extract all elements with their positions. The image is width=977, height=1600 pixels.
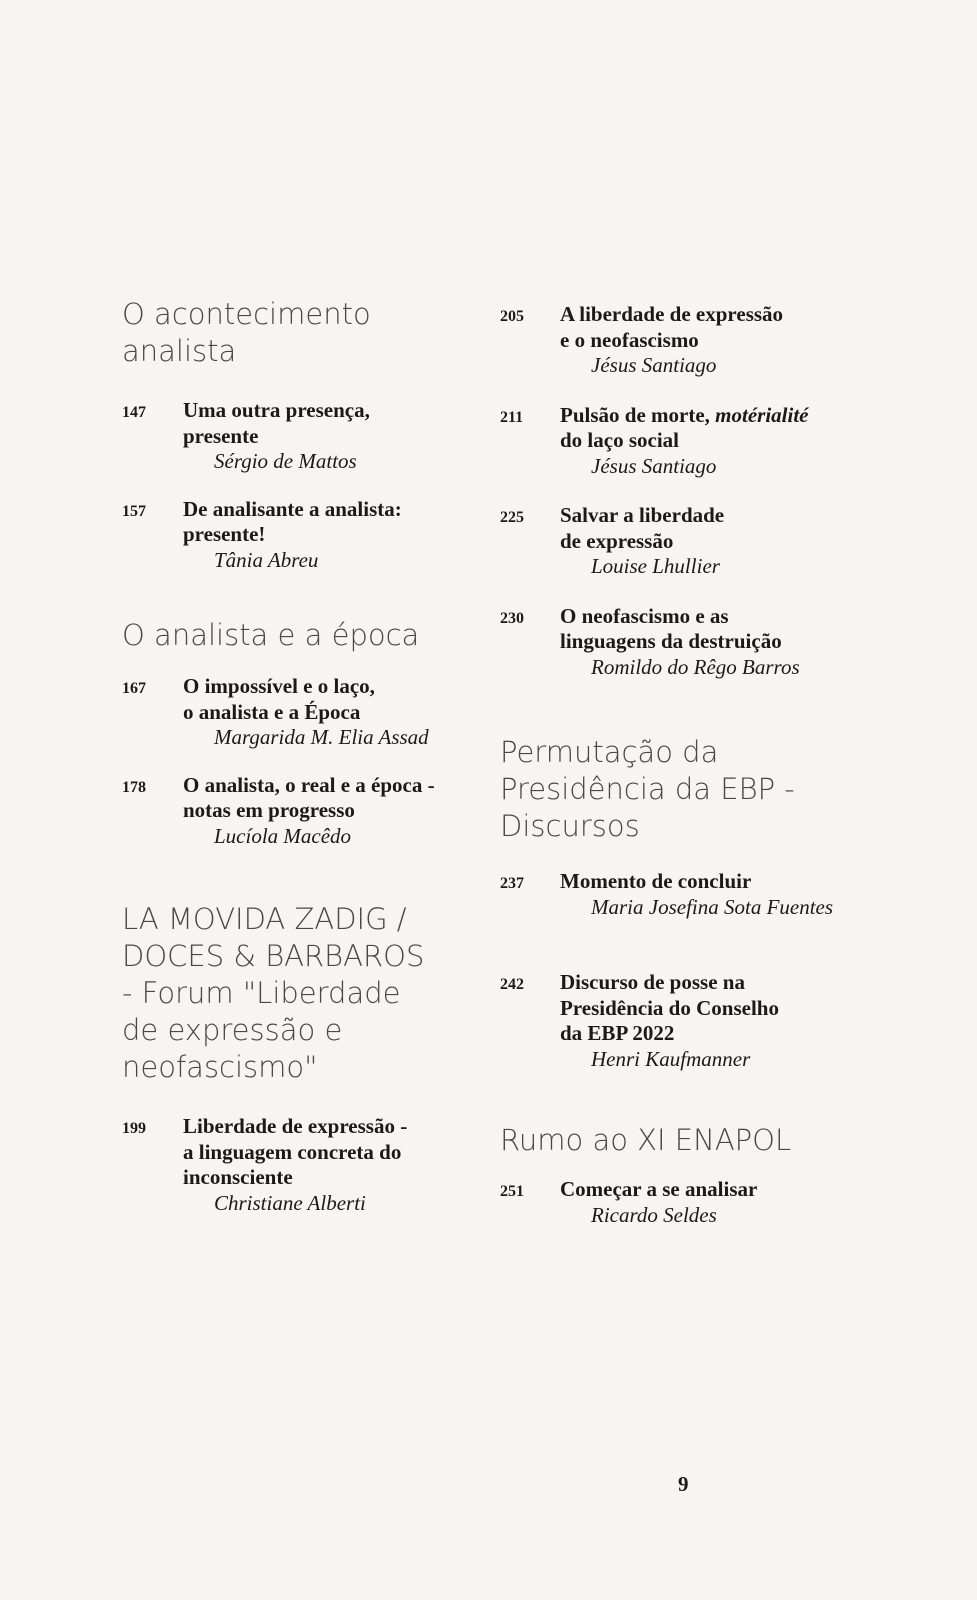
entry-title: do laço social: [560, 428, 679, 452]
entry-author: Jésus Santiago: [591, 453, 717, 478]
entry-title: O analista, o real e a época -: [183, 772, 435, 797]
page-number: 237: [500, 875, 524, 892]
page-number: 205: [500, 308, 524, 325]
toc-entry[interactable]: [500, 869, 900, 920]
page-number: 251: [500, 1183, 524, 1200]
toc-entry[interactable]: [500, 604, 900, 681]
entry-title: Liberdade de expressão -: [183, 1114, 408, 1138]
entry-title: Momento de concluir: [560, 869, 752, 893]
page-number: 199: [122, 1120, 146, 1137]
entry-author: Margarida M. Elia Assad: [214, 725, 429, 749]
toc-entry[interactable]: [122, 674, 472, 751]
entry-title: notas em progresso: [183, 798, 355, 822]
entry-title: o analista e a Época: [183, 699, 361, 724]
entry-author: Henri Kaufmanner: [591, 1046, 751, 1071]
entry-title: inconsciente: [183, 1165, 293, 1189]
entry-title: Salvar a liberdade: [560, 503, 725, 527]
page-number: 225: [500, 509, 524, 526]
entry-title: a linguagem concreta do: [183, 1139, 402, 1164]
section-title-permutacao: Permutação da Presidência da EBP - Discursos: [500, 735, 795, 843]
entry-author: Sérgio de Mattos: [214, 449, 357, 473]
entry-title: O impossível e o laço,: [183, 674, 375, 698]
toc-entry[interactable]: [500, 970, 900, 1072]
toc-entry[interactable]: [122, 497, 472, 574]
entry-title: da EBP 2022: [560, 1021, 675, 1045]
left-column: [122, 297, 472, 1216]
entry-author: Ricardo Seldes: [591, 1202, 717, 1227]
page-number: 157: [122, 502, 146, 520]
entry-title: presente!: [183, 522, 266, 546]
entry-author: Romildo do Rêgo Barros: [591, 654, 800, 679]
entry-title: Uma outra presença,: [183, 398, 370, 422]
toc-entry[interactable]: [500, 403, 900, 480]
page-number: 167: [122, 680, 146, 697]
entry-author: Lucíola Macêdo: [214, 823, 352, 848]
page-number: 147: [122, 404, 146, 421]
section-title-analista-epoca: O analista e a época: [122, 618, 420, 652]
toc-entry[interactable]: [500, 1177, 900, 1228]
entry-author: Louise Lhullier: [591, 554, 720, 578]
page-number: 230: [500, 609, 524, 627]
page-number: 211: [500, 408, 524, 426]
entry-title: A liberdade de expressão: [560, 302, 784, 326]
entry-title: de expressão: [560, 528, 674, 553]
entry-title: linguagens da destruição: [560, 629, 782, 653]
entry-title: e o neofascismo: [560, 327, 699, 352]
entry-title: Presidência do Conselho: [560, 995, 779, 1020]
section-title-movida-zadig: LA MOVIDA ZADIG / DOCES & BARBAROS - Forum "Liberdade de expressão e neofascismo": [122, 902, 425, 1084]
entry-author: Maria Josefina Sota Fuentes: [591, 894, 834, 919]
right-column: [500, 302, 900, 1228]
entry-title: Discurso de posse na: [560, 970, 745, 994]
entry-author: Tânia Abreu: [214, 547, 319, 572]
entry-author: Jésus Santiago: [591, 353, 717, 377]
toc-entry[interactable]: [500, 302, 900, 379]
toc-entry[interactable]: [122, 773, 472, 850]
entry-author: Christiane Alberti: [214, 1190, 366, 1215]
entry-title: O neofascismo e as: [560, 603, 729, 628]
page-number: 242: [500, 976, 524, 993]
entry-title: De analisante a analista:: [183, 496, 402, 521]
section-title-enapol: Rumo ao XI ENAPOL: [500, 1123, 792, 1157]
entry-title: Pulsão de morte, motérialité: [560, 402, 809, 427]
entry-title: presente: [183, 423, 259, 448]
page-number: 178: [122, 778, 146, 796]
toc-entry[interactable]: [122, 398, 472, 475]
section-title-acontecimento: O acontecimento analista: [122, 297, 371, 368]
folio-page-number: 9: [678, 1472, 689, 1496]
toc-entry[interactable]: [122, 1114, 472, 1216]
entry-title: Começar a se analisar: [560, 1177, 758, 1201]
toc-entry[interactable]: [500, 503, 900, 580]
